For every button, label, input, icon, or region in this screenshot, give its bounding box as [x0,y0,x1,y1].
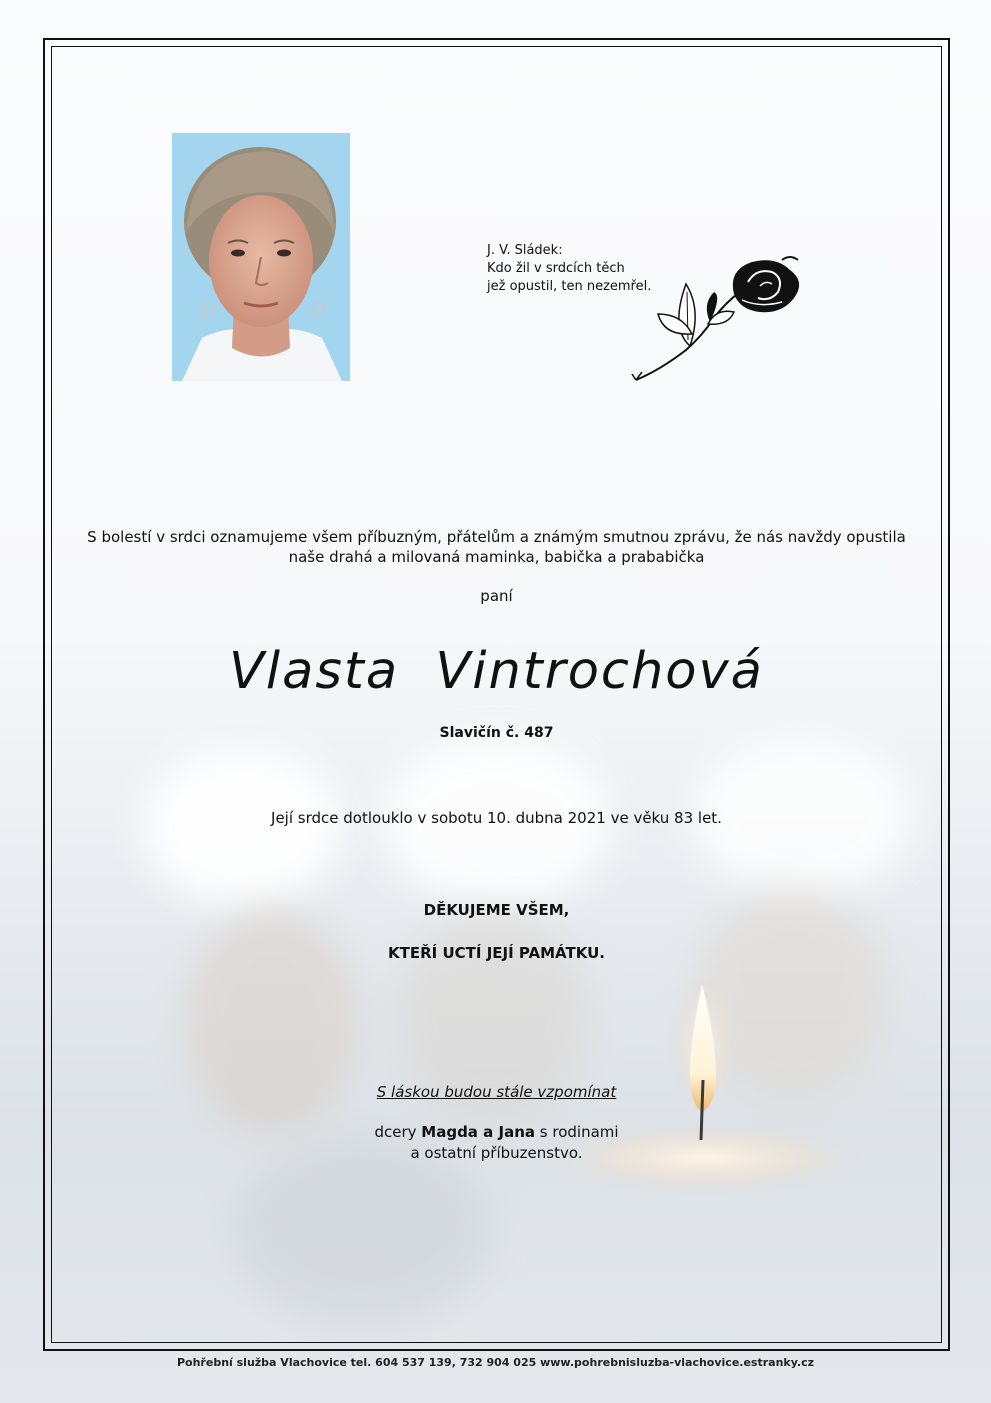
announcement-line: naše drahá a milovaná maminka, babička a prababička [288,548,705,566]
death-notice: Její srdce dotlouklo v sobotu 10. dubna 2021 ve věku 83 let. [271,809,722,827]
salutation: paní [480,587,513,605]
poem-quote [487,242,651,296]
poem-line: jež opustil, ten nezemřel. [487,279,652,294]
bokeh-light [142,747,342,907]
family-suffix: s rodinami [539,1123,619,1141]
family-line: a ostatní příbuzenstvo. [410,1144,583,1162]
family-line [51,1123,942,1141]
thanks-line: KTEŘÍ UCTÍ JEJÍ PAMÁTKU. [388,944,605,962]
poem-author: J. V. Sládek: [487,243,563,258]
announcement-line: S bolestí v srdci oznamujeme všem příbuzným, přátelům a známým smutnou zprávu, že nás navždy opustila [87,528,906,546]
portrait-photo [172,133,350,381]
portrait-illustration [172,133,350,381]
deceased-address: Slavičín č. 487 [439,725,554,741]
footer-contact: Pohřební služba Vlachovice tel. 604 537 139, 732 904 025 www.pohrebnisluzba-vlachovice.estranky.cz [176,1356,814,1369]
family-names: Magda a Jana [421,1123,535,1141]
remember-line: S láskou budou stále vzpomínat [376,1083,617,1101]
deceased-name: Vlasta Vintrochová [229,642,764,701]
announcement-text [51,527,942,567]
rose-icon [630,252,810,386]
bokeh-light [182,907,362,1137]
family-prefix: dcery [374,1123,417,1141]
poem-line: Kdo žil v srdcích těch [487,261,625,276]
bokeh-light [232,1137,492,1327]
thanks-line: DĚKUJEME VŠEM, [423,901,570,919]
